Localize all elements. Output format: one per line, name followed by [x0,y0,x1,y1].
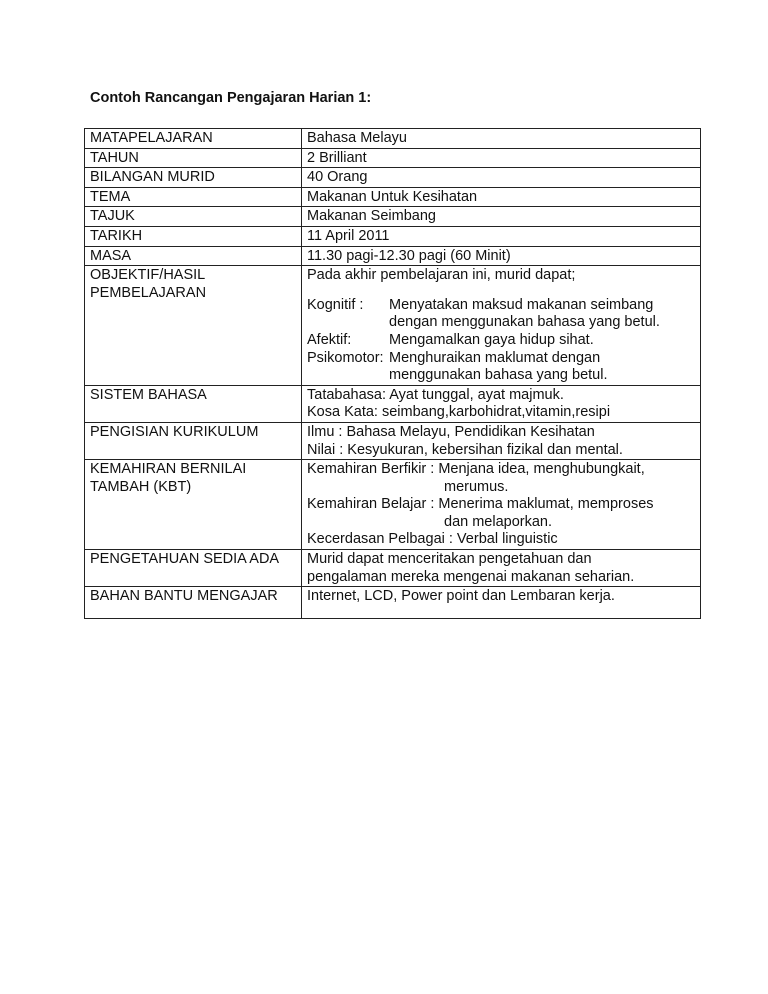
afektif-label: Afektif: [307,331,352,348]
objektif-intro: Pada akhir pembelajaran ini, murid dapat; [307,267,576,284]
row-label: MATAPELAJARAN [85,129,302,149]
row-value: 2 Brilliant [302,148,701,168]
row-value: 11.30 pagi-12.30 pagi (60 Minit) [302,246,701,266]
row-label: BILANGAN MURID [85,168,302,188]
row-value: Makanan Untuk Kesihatan [302,187,701,207]
row-value [302,460,701,550]
table-row-kurikulum [85,422,701,459]
table-row [85,207,701,227]
lesson-plan-table [84,128,701,619]
table-row [85,148,701,168]
row-label: SISTEM BAHASA [85,385,302,422]
table-row-sistem [85,385,701,422]
row-label: TAHUN [85,148,302,168]
row-label [85,266,302,386]
row-label [85,460,302,550]
pengetahuan-line-2: pengalaman mereka mengenai makanan seharian. [307,568,635,585]
row-value: Bahasa Melayu [302,129,701,149]
objektif-label-1: OBJEKTIF/HASIL [90,267,206,284]
kbt-line-1: Kemahiran Berfikir : Menjana idea, menghubungkait, [307,461,645,478]
kbt-line-5: Kecerdasan Pelbagai : Verbal linguistic [307,531,558,548]
kbt-label-1: KEMAHIRAN BERNILAI [90,461,247,478]
table-row [85,129,701,149]
psikomotor-line [307,350,695,368]
table-row-pengetahuan [85,550,701,587]
pengetahuan-line-1: Murid dapat menceritakan pengetahuan dan [307,551,592,568]
row-label: PENGETAHUAN SEDIA ADA [85,550,302,587]
row-value: 40 Orang [302,168,701,188]
row-value [302,587,701,619]
kbt-line-2: merumus. [444,478,509,495]
kbt-line-4: dan melaporkan. [444,513,553,530]
spacer [307,285,695,297]
psikomotor-cont: menggunakan bahasa yang betul. [389,367,608,384]
row-value [302,385,701,422]
table-row [85,168,701,188]
kurikulum-line-2: Nilai : Kesyukuran, kebersihan fizikal dan mental. [307,441,623,458]
afektif-text: Mengamalkan gaya hidup sihat. [389,331,594,348]
row-value [302,550,701,587]
row-label: MASA [85,246,302,266]
row-value [302,266,701,386]
kognitif-line [307,297,695,315]
sistem-line-2: Kosa Kata: seimbang,karbohidrat,vitamin,resipi [307,404,611,421]
kognitif-cont: dengan menggunakan bahasa yang betul. [389,314,660,331]
table-row [85,246,701,266]
row-label: TARIKH [85,226,302,246]
row-value: 11 April 2011 [302,226,701,246]
sistem-line-1: Tatabahasa: Ayat tunggal, ayat majmuk. [307,386,564,403]
page-title: Contoh Rancangan Pengajaran Harian 1: [90,90,372,106]
bahan-line-1: Internet, LCD, Power point dan Lembaran kerja. [307,588,615,605]
row-value: Makanan Seimbang [302,207,701,227]
table-row-kbt [85,460,701,550]
row-value [302,422,701,459]
kbt-line-3: Kemahiran Belajar : Menerima maklumat, memproses [307,496,654,513]
psikomotor-text: Menghuraikan maklumat dengan [389,349,601,366]
kognitif-label: Kognitif : [307,296,364,313]
table-row-bahan [85,587,701,619]
kognitif-text: Menyatakan maksud makanan seimbang [389,296,654,313]
table-row [85,226,701,246]
kurikulum-line-1: Ilmu : Bahasa Melayu, Pendidikan Kesihatan [307,423,595,440]
row-label: BAHAN BANTU MENGAJAR [85,587,302,619]
row-label: PENGISIAN KURIKULUM [85,422,302,459]
table-row [85,187,701,207]
afektif-line [307,332,695,350]
table-row-objektif [85,266,701,386]
spacer [307,606,695,618]
objektif-label-2: PEMBELAJARAN [90,284,207,301]
row-label: TEMA [85,187,302,207]
row-label: TAJUK [85,207,302,227]
kbt-label-2: TAMBAH (KBT) [90,478,192,495]
psikomotor-label: Psikomotor: [307,349,384,366]
